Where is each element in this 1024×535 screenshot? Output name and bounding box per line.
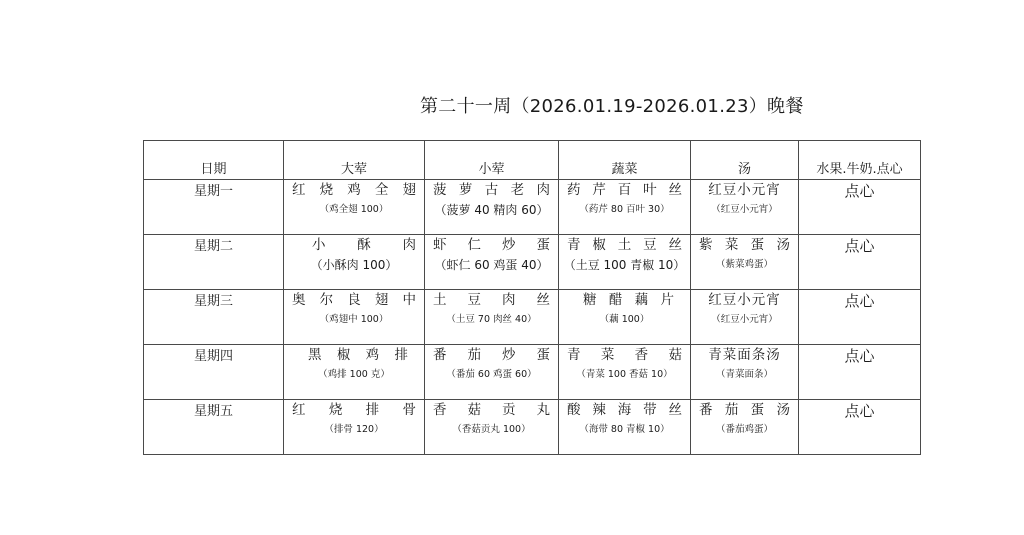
dish-char: 土 [617, 237, 632, 253]
dish-note: （藕 100） [599, 314, 650, 325]
veg-cell [559, 290, 691, 345]
dish-note: （青菜 100 香菇 10） [576, 369, 673, 380]
dish-char: 鸡 [365, 347, 380, 363]
meat-cell [284, 180, 425, 235]
dish-char: 小 [312, 237, 326, 253]
dish-name [284, 400, 424, 419]
dish-char: 酸 [567, 402, 581, 418]
dish-char: 菠 [433, 182, 447, 198]
veg-cell [559, 345, 691, 400]
dish-char: 辣 [592, 402, 606, 418]
dish-name [559, 290, 690, 309]
dish-char: 豆 [643, 237, 657, 253]
dish-char: 汤 [776, 237, 790, 253]
dish-char: 翅 [374, 292, 389, 308]
day-cell: 星期二 [144, 235, 284, 290]
table-row [144, 235, 921, 290]
dish-char: 虾 [433, 237, 447, 253]
small-meat-cell [425, 235, 559, 290]
dish-char: 中 [402, 292, 416, 308]
dish-char: 酥 [357, 237, 371, 253]
table-row [144, 180, 921, 235]
dish-note: （紫菜鸡蛋） [715, 259, 773, 270]
meat-cell [284, 290, 425, 345]
dish-char: 萝 [458, 182, 473, 198]
dish-char: 肉 [502, 292, 516, 308]
dish-char: 丝 [668, 402, 682, 418]
dish-note: （虾仁 60 鸡蛋 40） [434, 258, 549, 272]
dish-char: 茄 [724, 402, 739, 418]
dish-char: 叶 [643, 182, 657, 198]
dish-char: 菜 [600, 347, 615, 363]
dish-note: （鸡翅中 100） [319, 314, 389, 325]
dish-char: 全 [374, 182, 389, 198]
meat-cell [284, 400, 425, 455]
small-meat-cell [425, 290, 559, 345]
dish-char: 蛋 [750, 402, 765, 418]
dish-char: 蛋 [536, 237, 550, 253]
dish-char: 红 [292, 182, 306, 198]
dish-char: 鸡 [347, 182, 361, 198]
dish-char: 青 [567, 237, 581, 253]
snack-cell: 点心 [799, 235, 921, 290]
dish-char: 肉 [402, 237, 416, 253]
dish-char: 菇 [668, 347, 682, 363]
dish-name [425, 180, 558, 199]
dish-char: 黑 [308, 347, 322, 363]
dish-name [284, 345, 424, 364]
dish-char: 丝 [536, 292, 550, 308]
header-row [144, 141, 921, 180]
dish-char: 番 [699, 402, 713, 418]
dish-char: 丝 [668, 237, 682, 253]
table-row [144, 400, 921, 455]
day-cell: 星期一 [144, 180, 284, 235]
dish-char: 藕 [634, 292, 649, 308]
soup-cell [691, 290, 799, 345]
dish-name [559, 400, 690, 419]
dish-char: 香 [433, 402, 447, 418]
header-vegetable: 蔬菜 [559, 141, 691, 180]
day-cell: 星期三 [144, 290, 284, 345]
dish-name [284, 180, 424, 199]
dish-char: 药 [567, 182, 581, 198]
dish-note: （番茄鸡蛋） [715, 424, 773, 435]
day-cell: 星期四 [144, 345, 284, 400]
dish-char: 丝 [668, 182, 682, 198]
soup-cell [691, 345, 799, 400]
meat-cell [284, 235, 425, 290]
dish-char: 椒 [592, 237, 606, 253]
dish-note: （红豆小元宵） [711, 314, 778, 325]
dish-char: 丸 [536, 402, 550, 418]
dish-char: 紫 [699, 237, 713, 253]
dish-char: 奥 [292, 292, 306, 308]
snack-cell: 点心 [799, 180, 921, 235]
small-meat-cell [425, 180, 559, 235]
snack-cell: 点心 [799, 345, 921, 400]
dish-char: 贡 [502, 402, 516, 418]
dish-char: 土 [433, 292, 447, 308]
dish-char: 仁 [467, 237, 481, 253]
dish-name: 青菜面条汤 [708, 347, 781, 363]
veg-cell [559, 400, 691, 455]
table-row [144, 290, 921, 345]
dish-char: 椒 [336, 347, 351, 363]
dish-char: 炒 [502, 237, 516, 253]
header-snack: 水果.牛奶.点心 [799, 141, 921, 180]
dish-note: （红豆小元宵） [711, 204, 778, 215]
dish-char: 醋 [608, 292, 623, 308]
dish-note: （鸡全翅 100） [319, 204, 389, 215]
dish-char: 古 [484, 182, 499, 198]
dish-char: 带 [643, 402, 657, 418]
dish-name [425, 400, 558, 419]
dish-char: 豆 [467, 292, 481, 308]
dish-name: 红豆小元宵 [708, 292, 781, 308]
dish-note: （排骨 120） [324, 424, 384, 435]
soup-cell [691, 235, 799, 290]
dish-note: （菠萝 40 精肉 60） [434, 203, 549, 217]
small-meat-cell [425, 400, 559, 455]
page-title: 第二十一周（2026.01.19-2026.01.23）晚餐 [420, 96, 804, 117]
dish-note: （鸡排 100 克） [318, 369, 390, 380]
veg-cell [559, 180, 691, 235]
dish-note: （土豆 70 肉丝 40） [446, 314, 537, 325]
dish-char: 肉 [536, 182, 550, 198]
header-date: 日期 [144, 141, 284, 180]
header-main-meat: 大荤 [284, 141, 425, 180]
dish-char: 汤 [776, 402, 790, 418]
dish-note: （番茄 60 鸡蛋 60） [446, 369, 537, 380]
dish-char: 老 [510, 182, 525, 198]
veg-cell [559, 235, 691, 290]
dish-name [425, 345, 558, 364]
header-small-meat: 小荤 [425, 141, 559, 180]
dish-name: 红豆小元宵 [708, 182, 781, 198]
dish-note: （小酥肉 100） [310, 258, 398, 272]
dish-char: 红 [292, 402, 306, 418]
dish-name [284, 235, 424, 254]
dish-char: 番 [433, 347, 447, 363]
dish-name [691, 235, 798, 254]
small-meat-cell [425, 345, 559, 400]
dish-char: 菜 [724, 237, 739, 253]
dish-note: （海带 80 青椒 10） [579, 424, 670, 435]
dish-char: 良 [347, 292, 361, 308]
header-soup: 汤 [691, 141, 799, 180]
dish-name [559, 180, 690, 199]
dish-char: 排 [365, 402, 380, 418]
dish-char: 海 [617, 402, 632, 418]
soup-cell [691, 180, 799, 235]
table-row [144, 345, 921, 400]
dish-char: 青 [567, 347, 581, 363]
meat-cell [284, 345, 425, 400]
snack-cell: 点心 [799, 290, 921, 345]
dish-char: 茄 [467, 347, 481, 363]
dish-name [425, 290, 558, 309]
dish-char: 芹 [592, 182, 606, 198]
dish-char: 尔 [319, 292, 334, 308]
soup-cell [691, 400, 799, 455]
dish-char: 糖 [583, 292, 597, 308]
dish-char: 骨 [402, 402, 416, 418]
dish-char: 百 [617, 182, 632, 198]
dish-note: （土豆 100 青椒 10） [563, 258, 686, 272]
dish-char: 菇 [467, 402, 481, 418]
dish-char: 香 [634, 347, 649, 363]
dish-name [559, 235, 690, 254]
snack-cell: 点心 [799, 400, 921, 455]
dish-note: （香菇贡丸 100） [452, 424, 531, 435]
dish-char: 片 [660, 292, 674, 308]
dish-char: 烧 [319, 182, 334, 198]
dish-note: （青菜面条） [715, 369, 773, 380]
dish-char: 翅 [402, 182, 416, 198]
dish-name [559, 345, 690, 364]
dish-name [284, 290, 424, 309]
dish-char: 烧 [328, 402, 343, 418]
menu-table [143, 140, 921, 455]
dish-char: 排 [394, 347, 408, 363]
day-cell: 星期五 [144, 400, 284, 455]
dish-note: （药芹 80 百叶 30） [579, 204, 670, 215]
dish-char: 蛋 [750, 237, 765, 253]
dish-name [425, 235, 558, 254]
dish-name [691, 400, 798, 419]
dish-char: 炒 [502, 347, 516, 363]
dish-char: 蛋 [536, 347, 550, 363]
